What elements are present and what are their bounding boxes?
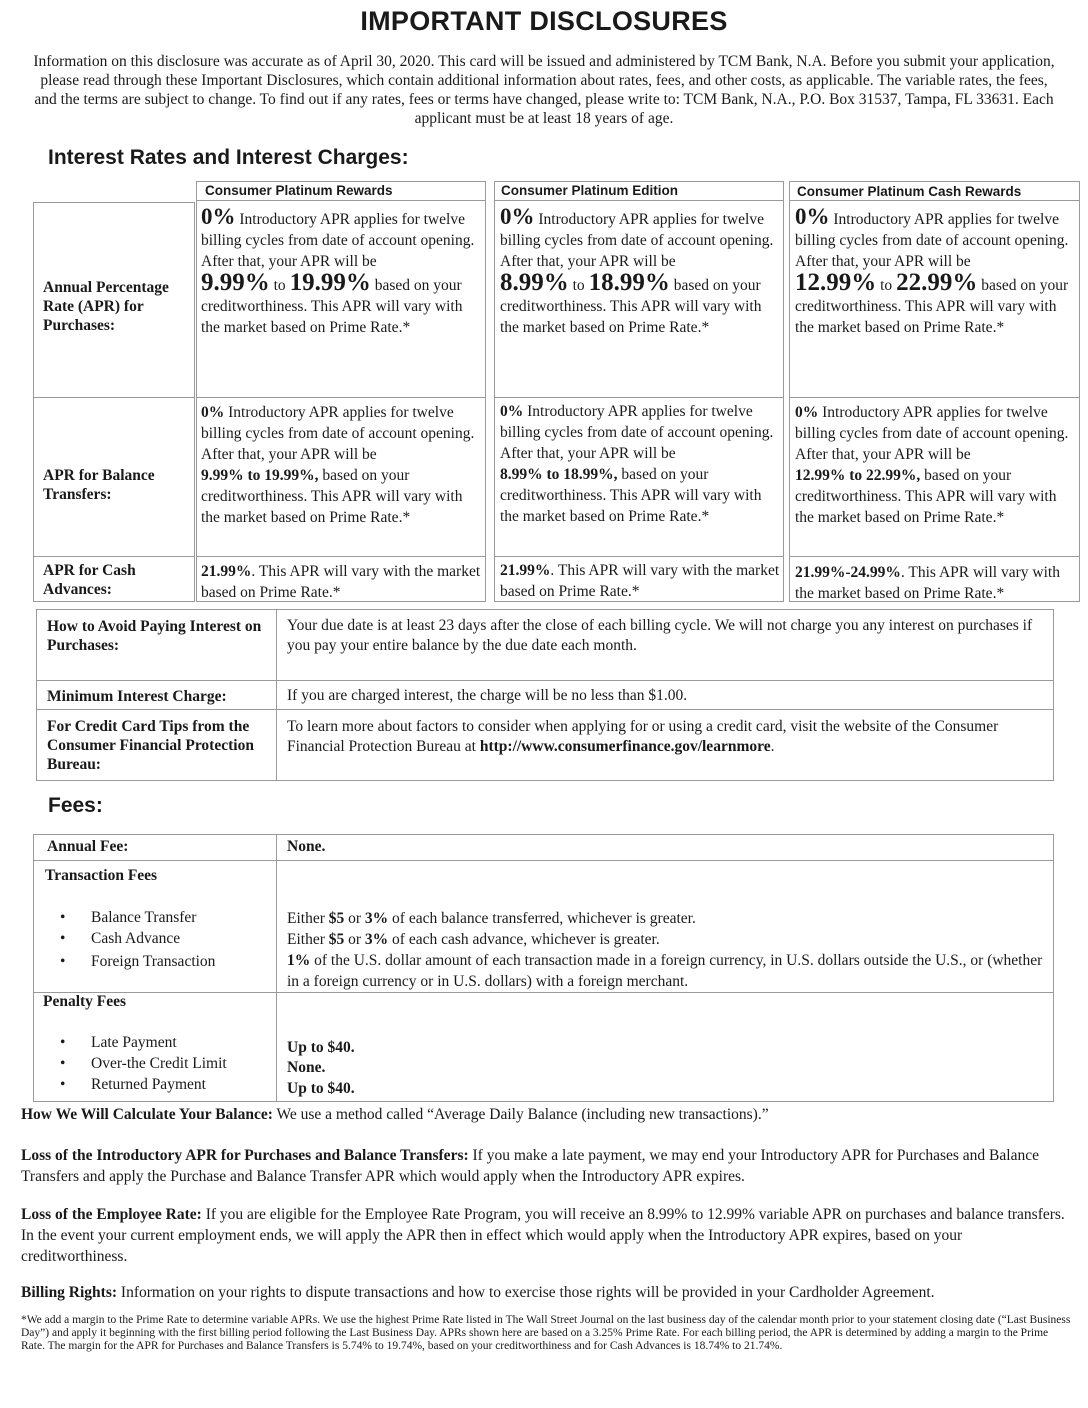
- cash-advance-fee: Either $5 or 3% of each cash advance, whichever is greater.: [287, 931, 660, 948]
- column-header: Consumer Platinum Rewards: [205, 183, 393, 198]
- avoid-interest-text: Your due date is at least 23 days after the close of each billing cycle. We will not charge you any interest on purchases if you pay your entire balance by the due date each month.: [287, 617, 1033, 654]
- cfpb-tips-text: To learn more about factors to consider when applying for or using a credit card, visit the website of the Consumer Financial Protection Bureau at http://www.consumerfinance.gov/learnmore.: [287, 718, 999, 755]
- balance-transfer-fee: Either $5 or 3% of each balance transferred, whichever is greater.: [287, 910, 696, 927]
- penalty-value: Up to $40.: [287, 1080, 355, 1097]
- purchase-apr-cell: 0% Introductory APR applies for twelve billing cycles from date of account opening. After that, your APR will be 8.99% to 18.99% based on your creditworthiness. This APR will vary with the market based on Prime Rate.*: [500, 204, 774, 336]
- row-label-column: [33, 202, 195, 602]
- billing-rights-paragraph: Billing Rights: Information on your rights to dispute transactions and how to exercise those rights will be provided in your Cardholder Agreement.: [21, 1284, 935, 1301]
- balance-calculation-paragraph: How We Will Calculate Your Balance: We use a method called “Average Daily Balance (including new transactions).”: [21, 1106, 769, 1123]
- row-label-cash-advances: APR for Cash Advances:: [43, 562, 136, 598]
- minimum-interest-text: If you are charged interest, the charge will be no less than $1.00.: [287, 687, 688, 704]
- cash-advance-apr-cell: 21.99%. This APR will vary with the market based on Prime Rate.*: [201, 563, 481, 601]
- bullet: •: [60, 953, 66, 970]
- purchase-apr-cell: 0% Introductory APR applies for twelve billing cycles from date of account opening. After that, your APR will be 9.99% to 19.99% based on your creditworthiness. This APR will vary with the market based on Prime Rate.*: [201, 204, 475, 336]
- bullet: •: [60, 909, 66, 926]
- transaction-item: Balance Transfer: [91, 909, 197, 926]
- cash-advance-apr-cell: 21.99%-24.99%. This APR will vary with the market based on Prime Rate.*: [795, 564, 1060, 602]
- cfpb-tips-label: For Credit Card Tips from the Consumer Financial Protection Bureau:: [47, 718, 254, 773]
- cfpb-link[interactable]: http://www.consumerfinance.gov/learnmore: [479, 738, 771, 755]
- balance-transfer-apr-cell: 0% Introductory APR applies for twelve billing cycles from date of account opening. After that, your APR will be 9.99% to 19.99%, based on your creditworthiness. This APR will vary with the market based on Prime Rate.*: [201, 404, 475, 526]
- minimum-interest-label: Minimum Interest Charge:: [47, 688, 227, 705]
- avoid-interest-label: How to Avoid Paying Interest on Purchases:: [47, 618, 262, 654]
- annual-fee-label: Annual Fee:: [47, 838, 129, 855]
- row-label-balance-transfers: APR for Balance Transfers:: [43, 467, 155, 503]
- column-header: Consumer Platinum Edition: [501, 183, 679, 198]
- transaction-item: Foreign Transaction: [91, 953, 216, 970]
- footnote: *We add a margin to the Prime Rate to determine variable APRs. We use the highest Prime Rate listed in The Wall Street Journal on the last business day of the calendar month prior to your statement closing date (“Last Business Day”) and apply it beginning with the first billing period following the Last Business Day. APRs shown here are based on a 3.25% Prime Rate. For each billing period, the APR is determined by adding a margin to the Prime Rate. The margin for the APR for Purchases and Balance Transfers is 5.74% to 19.74%, based on your creditworthiness and for Cash Advances is 18.74% to 21.74%.: [21, 1314, 1071, 1352]
- penalty-item: Over-the Credit Limit: [91, 1055, 227, 1072]
- penalty-value: None.: [287, 1059, 326, 1076]
- transaction-fees-label: Transaction Fees: [45, 867, 158, 884]
- purchase-apr-cell: 0% Introductory APR applies for twelve billing cycles from date of account opening. After that, your APR will be 12.99% to 22.99% based on your creditworthiness. This APR will vary with the market based on Prime Rate.*: [795, 204, 1069, 336]
- section-heading-interest: Interest Rates and Interest Charges:: [48, 146, 409, 169]
- loss-intro-apr-paragraph: Loss of the Introductory APR for Purchases and Balance Transfers: If you make a late payment, we may end your Introductory APR for Purchases and Balance Transfers and apply the Purchase and Balance Transfer APR which would apply when the Introductory APR expires.: [21, 1147, 1039, 1185]
- loss-employee-rate-paragraph: Loss of the Employee Rate: If you are eligible for the Employee Rate Program, you will receive an 8.99% to 12.99% variable APR on purchases and balance transfers. In the event your current employment ends, we will apply the APR then in effect which would apply when the Introductory APR expires, based on your creditworthiness.: [21, 1206, 1065, 1265]
- penalty-fees-label: Penalty Fees: [43, 993, 127, 1010]
- bullet: •: [60, 1055, 66, 1072]
- bullet: •: [60, 930, 66, 947]
- column-header: Consumer Platinum Cash Rewards: [797, 184, 1022, 199]
- transaction-item: Cash Advance: [91, 930, 181, 947]
- penalty-item: Returned Payment: [91, 1076, 206, 1093]
- row-label-purchases: Annual Percentage Rate (APR) for Purchases:: [43, 279, 169, 334]
- cash-advance-apr-cell: 21.99%. This APR will vary with the market based on Prime Rate.*: [500, 562, 780, 600]
- bullet: •: [60, 1034, 66, 1051]
- annual-fee-value: None.: [287, 838, 326, 855]
- balance-transfer-apr-cell: 0% Introductory APR applies for twelve billing cycles from date of account opening. After that, your APR will be 12.99% to 22.99%, based on your creditworthiness. This APR will vary with the market based on Prime Rate.*: [795, 404, 1069, 526]
- page-title: IMPORTANT DISCLOSURES: [360, 6, 728, 36]
- foreign-transaction-fee: 1% of the U.S. dollar amount of each transaction made in a foreign currency, in U.S. dollars outside the U.S., or (whether in a foreign currency or in U.S. dollars) with a foreign merchant.: [287, 952, 1043, 990]
- penalty-value: Up to $40.: [287, 1039, 355, 1056]
- intro-paragraph: Information on this disclosure was accurate as of April 30, 2020. This card will be issued and administered by TCM Bank, N.A. Before you submit your application, please read through these Important Disclosures, which contain additional information about rates, fees, and other costs, as applicable. The variable rates, the fees, and the terms are subject to change. To find out if any rates, fees or terms have changed, please write to: TCM Bank, N.A., P.O. Box 31537, Tampa, FL 33631. Each applicant must be at least 18 years of age.: [33, 53, 1055, 127]
- bullet: •: [60, 1076, 66, 1093]
- penalty-item: Late Payment: [91, 1034, 177, 1051]
- balance-transfer-apr-cell: 0% Introductory APR applies for twelve billing cycles from date of account opening. After that, your APR will be 8.99% to 18.99%, based on your creditworthiness. This APR will vary with the market based on Prime Rate.*: [500, 403, 774, 525]
- section-heading-fees: Fees:: [48, 794, 103, 817]
